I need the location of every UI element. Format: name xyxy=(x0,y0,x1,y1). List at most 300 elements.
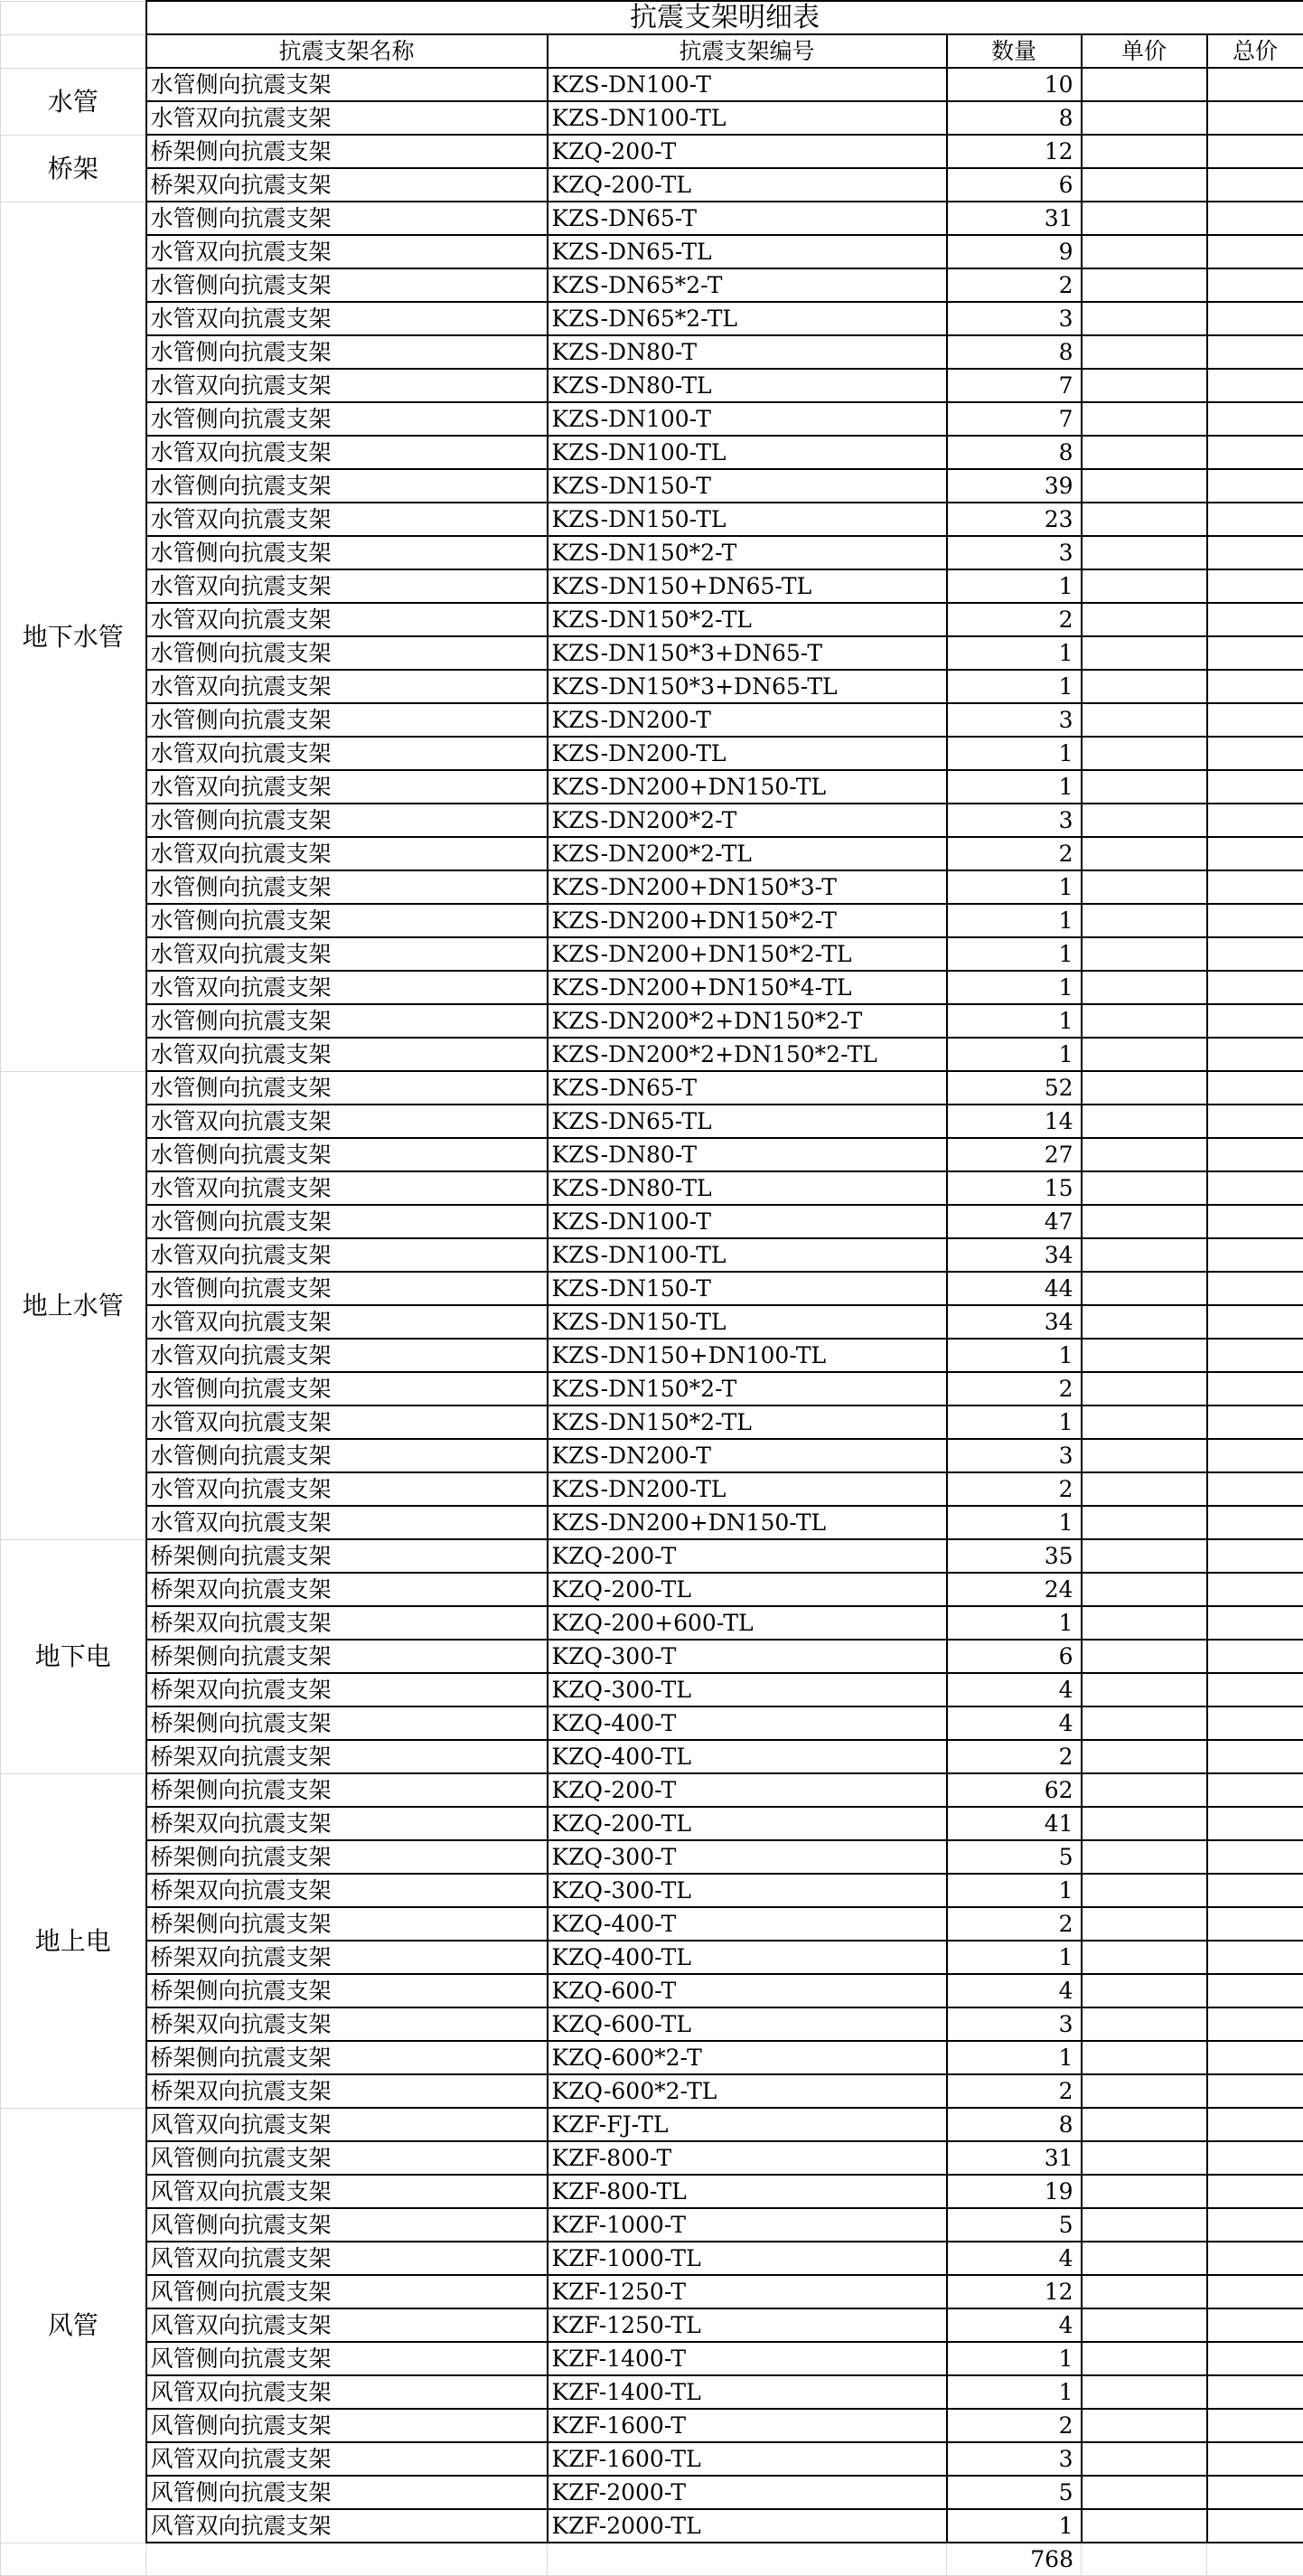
total-price-cell[interactable] xyxy=(1207,1874,1303,1907)
item-code-cell[interactable]: KZF-2000-TL xyxy=(548,2509,947,2543)
total-price-cell[interactable] xyxy=(1207,2275,1303,2308)
item-name-cell[interactable]: 水管双向抗震支架 xyxy=(146,837,548,870)
total-price-cell[interactable] xyxy=(1207,904,1303,937)
total-price-cell[interactable] xyxy=(1207,1406,1303,1439)
unit-price-cell[interactable] xyxy=(1082,1874,1207,1907)
item-qty-cell[interactable]: 34 xyxy=(947,1238,1082,1272)
unit-price-cell[interactable] xyxy=(1082,369,1207,402)
item-name-cell[interactable]: 桥架侧向抗震支架 xyxy=(146,135,548,168)
total-price-cell[interactable] xyxy=(1207,1907,1303,1941)
unit-price-cell[interactable] xyxy=(1082,1606,1207,1640)
item-qty-cell[interactable]: 1 xyxy=(947,2509,1082,2543)
unit-price-cell[interactable] xyxy=(1082,469,1207,503)
item-qty-cell[interactable]: 44 xyxy=(947,1272,1082,1305)
item-code-cell[interactable]: KZS-DN100-T xyxy=(548,1205,947,1238)
item-code-cell[interactable]: KZS-DN150*2-T xyxy=(548,536,947,569)
item-code-cell[interactable]: KZF-1400-TL xyxy=(548,2375,947,2409)
total-price-cell[interactable] xyxy=(1207,2375,1303,2409)
unit-price-cell[interactable] xyxy=(1082,703,1207,737)
item-name-cell[interactable]: 水管双向抗震支架 xyxy=(146,770,548,804)
total-price-cell[interactable] xyxy=(1207,1339,1303,1372)
item-name-cell[interactable]: 水管侧向抗震支架 xyxy=(146,536,548,569)
total-price-cell[interactable] xyxy=(1207,1472,1303,1506)
item-qty-cell[interactable]: 3 xyxy=(947,703,1082,737)
item-qty-cell[interactable]: 4 xyxy=(947,1673,1082,1706)
item-name-cell[interactable]: 水管双向抗震支架 xyxy=(146,1339,548,1372)
item-name-cell[interactable]: 水管侧向抗震支架 xyxy=(146,1439,548,1472)
item-name-cell[interactable]: 桥架双向抗震支架 xyxy=(146,1874,548,1907)
item-name-cell[interactable]: 水管双向抗震支架 xyxy=(146,670,548,703)
item-qty-cell[interactable]: 1 xyxy=(947,770,1082,804)
total-price-cell[interactable] xyxy=(1207,1439,1303,1472)
item-qty-cell[interactable]: 1 xyxy=(947,1406,1082,1439)
item-name-cell[interactable]: 水管双向抗震支架 xyxy=(146,1406,548,1439)
total-price-cell[interactable] xyxy=(1207,168,1303,202)
item-code-cell[interactable]: KZS-DN200+DN150-TL xyxy=(548,770,947,804)
item-code-cell[interactable]: KZS-DN200+DN150*3-T xyxy=(548,870,947,904)
group-label[interactable]: 地下水管 xyxy=(1,202,146,1071)
unit-price-cell[interactable] xyxy=(1082,1339,1207,1372)
item-qty-cell[interactable]: 3 xyxy=(947,804,1082,837)
item-name-cell[interactable]: 风管双向抗震支架 xyxy=(146,2509,548,2543)
unit-price-cell[interactable] xyxy=(1082,737,1207,770)
item-qty-cell[interactable]: 2 xyxy=(947,2074,1082,2108)
item-qty-cell[interactable]: 5 xyxy=(947,1840,1082,1874)
unit-price-cell[interactable] xyxy=(1082,2074,1207,2108)
item-code-cell[interactable]: KZQ-300-TL xyxy=(548,1673,947,1706)
item-qty-cell[interactable]: 1 xyxy=(947,870,1082,904)
total-price-cell[interactable] xyxy=(1207,2141,1303,2175)
total-price-cell[interactable] xyxy=(1207,670,1303,703)
unit-price-cell[interactable] xyxy=(1082,670,1207,703)
item-code-cell[interactable]: KZS-DN150*2-TL xyxy=(548,603,947,636)
total-price-cell[interactable] xyxy=(1207,1640,1303,1673)
blank-cell[interactable] xyxy=(1,34,146,68)
item-name-cell[interactable]: 水管侧向抗震支架 xyxy=(146,904,548,937)
item-code-cell[interactable]: KZS-DN65-T xyxy=(548,202,947,235)
item-code-cell[interactable]: KZS-DN200+DN150-TL xyxy=(548,1506,947,1539)
unit-price-cell[interactable] xyxy=(1082,436,1207,469)
item-code-cell[interactable]: KZS-DN100-T xyxy=(548,402,947,436)
item-code-cell[interactable]: KZQ-200-T xyxy=(548,1773,947,1807)
unit-price-cell[interactable] xyxy=(1082,1807,1207,1840)
item-qty-cell[interactable]: 8 xyxy=(947,335,1082,369)
item-qty-cell[interactable]: 1 xyxy=(947,1506,1082,1539)
unit-price-cell[interactable] xyxy=(1082,2275,1207,2308)
total-price-cell[interactable] xyxy=(1207,1372,1303,1406)
total-price-cell[interactable] xyxy=(1207,436,1303,469)
total-qty-cell[interactable]: 768 xyxy=(947,2543,1082,2576)
item-code-cell[interactable]: KZF-1250-T xyxy=(548,2275,947,2308)
total-price-cell[interactable] xyxy=(1207,2476,1303,2509)
unit-price-cell[interactable] xyxy=(1082,2141,1207,2175)
item-name-cell[interactable]: 桥架双向抗震支架 xyxy=(146,1941,548,1974)
blank-cell[interactable] xyxy=(1082,2543,1207,2576)
total-price-cell[interactable] xyxy=(1207,1105,1303,1138)
item-qty-cell[interactable]: 31 xyxy=(947,2141,1082,2175)
item-qty-cell[interactable]: 2 xyxy=(947,603,1082,636)
unit-price-cell[interactable] xyxy=(1082,235,1207,268)
item-code-cell[interactable]: KZQ-400-T xyxy=(548,1706,947,1740)
item-name-cell[interactable]: 水管侧向抗震支架 xyxy=(146,804,548,837)
item-code-cell[interactable]: KZQ-600-TL xyxy=(548,2007,947,2041)
total-price-cell[interactable] xyxy=(1207,870,1303,904)
item-qty-cell[interactable]: 12 xyxy=(947,135,1082,168)
item-qty-cell[interactable]: 15 xyxy=(947,1171,1082,1205)
total-price-cell[interactable] xyxy=(1207,2175,1303,2208)
total-price-cell[interactable] xyxy=(1207,2108,1303,2141)
item-qty-cell[interactable]: 41 xyxy=(947,1807,1082,1840)
item-name-cell[interactable]: 桥架双向抗震支架 xyxy=(146,1807,548,1840)
item-qty-cell[interactable]: 39 xyxy=(947,469,1082,503)
item-qty-cell[interactable]: 2 xyxy=(947,268,1082,302)
total-price-cell[interactable] xyxy=(1207,1506,1303,1539)
item-code-cell[interactable]: KZF-800-TL xyxy=(548,2175,947,2208)
item-name-cell[interactable]: 桥架侧向抗震支架 xyxy=(146,2041,548,2074)
item-code-cell[interactable]: KZS-DN65*2-T xyxy=(548,268,947,302)
item-code-cell[interactable]: KZQ-200-TL xyxy=(548,1807,947,1840)
item-name-cell[interactable]: 水管双向抗震支架 xyxy=(146,1171,548,1205)
unit-price-cell[interactable] xyxy=(1082,2108,1207,2141)
item-qty-cell[interactable]: 8 xyxy=(947,101,1082,135)
unit-price-cell[interactable] xyxy=(1082,68,1207,101)
item-name-cell[interactable]: 风管侧向抗震支架 xyxy=(146,2409,548,2442)
unit-price-cell[interactable] xyxy=(1082,1907,1207,1941)
group-label[interactable]: 桥架 xyxy=(1,135,146,202)
header-total-price[interactable]: 总价 xyxy=(1207,34,1303,68)
item-qty-cell[interactable]: 2 xyxy=(947,837,1082,870)
item-code-cell[interactable]: KZS-DN65-T xyxy=(548,1071,947,1105)
item-code-cell[interactable]: KZS-DN150-TL xyxy=(548,503,947,536)
unit-price-cell[interactable] xyxy=(1082,1171,1207,1205)
total-price-cell[interactable] xyxy=(1207,2208,1303,2242)
unit-price-cell[interactable] xyxy=(1082,302,1207,335)
total-price-cell[interactable] xyxy=(1207,1706,1303,1740)
unit-price-cell[interactable] xyxy=(1082,870,1207,904)
item-qty-cell[interactable]: 1 xyxy=(947,1606,1082,1640)
item-qty-cell[interactable]: 52 xyxy=(947,1071,1082,1105)
unit-price-cell[interactable] xyxy=(1082,1372,1207,1406)
item-code-cell[interactable]: KZS-DN65-TL xyxy=(548,235,947,268)
item-name-cell[interactable]: 风管双向抗震支架 xyxy=(146,2442,548,2476)
item-qty-cell[interactable]: 4 xyxy=(947,2242,1082,2275)
item-code-cell[interactable]: KZS-DN200-T xyxy=(548,703,947,737)
item-code-cell[interactable]: KZS-DN200-T xyxy=(548,1439,947,1472)
item-qty-cell[interactable]: 2 xyxy=(947,1907,1082,1941)
item-qty-cell[interactable]: 3 xyxy=(947,536,1082,569)
item-code-cell[interactable]: KZQ-200-T xyxy=(548,135,947,168)
item-qty-cell[interactable]: 24 xyxy=(947,1573,1082,1606)
total-price-cell[interactable] xyxy=(1207,402,1303,436)
item-name-cell[interactable]: 水管双向抗震支架 xyxy=(146,937,548,971)
header-code[interactable]: 抗震支架编号 xyxy=(548,34,947,68)
item-name-cell[interactable]: 水管双向抗震支架 xyxy=(146,569,548,603)
total-price-cell[interactable] xyxy=(1207,1941,1303,1974)
item-code-cell[interactable]: KZF-1000-TL xyxy=(548,2242,947,2275)
item-name-cell[interactable]: 水管双向抗震支架 xyxy=(146,235,548,268)
unit-price-cell[interactable] xyxy=(1082,569,1207,603)
total-price-cell[interactable] xyxy=(1207,1606,1303,1640)
item-name-cell[interactable]: 水管侧向抗震支架 xyxy=(146,1138,548,1171)
item-qty-cell[interactable]: 1 xyxy=(947,569,1082,603)
item-name-cell[interactable]: 水管双向抗震支架 xyxy=(146,369,548,402)
unit-price-cell[interactable] xyxy=(1082,636,1207,670)
unit-price-cell[interactable] xyxy=(1082,1773,1207,1807)
item-qty-cell[interactable]: 6 xyxy=(947,168,1082,202)
item-code-cell[interactable]: KZF-FJ-TL xyxy=(548,2108,947,2141)
unit-price-cell[interactable] xyxy=(1082,971,1207,1004)
unit-price-cell[interactable] xyxy=(1082,1706,1207,1740)
item-name-cell[interactable]: 桥架侧向抗震支架 xyxy=(146,1539,548,1573)
item-code-cell[interactable]: KZQ-300-TL xyxy=(548,1874,947,1907)
unit-price-cell[interactable] xyxy=(1082,937,1207,971)
item-qty-cell[interactable]: 3 xyxy=(947,2442,1082,2476)
header-unit-price[interactable]: 单价 xyxy=(1082,34,1207,68)
item-code-cell[interactable]: KZS-DN200+DN150*4-TL xyxy=(548,971,947,1004)
total-price-cell[interactable] xyxy=(1207,1673,1303,1706)
unit-price-cell[interactable] xyxy=(1082,1439,1207,1472)
unit-price-cell[interactable] xyxy=(1082,2175,1207,2208)
item-qty-cell[interactable]: 8 xyxy=(947,2108,1082,2141)
item-code-cell[interactable]: KZS-DN150*2-TL xyxy=(548,1406,947,1439)
unit-price-cell[interactable] xyxy=(1082,2442,1207,2476)
item-code-cell[interactable]: KZF-1400-T xyxy=(548,2342,947,2375)
unit-price-cell[interactable] xyxy=(1082,1105,1207,1138)
item-qty-cell[interactable]: 27 xyxy=(947,1138,1082,1171)
total-price-cell[interactable] xyxy=(1207,1740,1303,1773)
item-name-cell[interactable]: 水管侧向抗震支架 xyxy=(146,1205,548,1238)
unit-price-cell[interactable] xyxy=(1082,1071,1207,1105)
item-name-cell[interactable]: 桥架侧向抗震支架 xyxy=(146,1907,548,1941)
item-name-cell[interactable]: 风管侧向抗震支架 xyxy=(146,2476,548,2509)
item-qty-cell[interactable]: 5 xyxy=(947,2208,1082,2242)
item-code-cell[interactable]: KZS-DN150-TL xyxy=(548,1305,947,1339)
item-code-cell[interactable]: KZQ-400-TL xyxy=(548,1941,947,1974)
total-price-cell[interactable] xyxy=(1207,1539,1303,1573)
item-name-cell[interactable]: 桥架侧向抗震支架 xyxy=(146,1773,548,1807)
total-price-cell[interactable] xyxy=(1207,302,1303,335)
item-code-cell[interactable]: KZS-DN100-TL xyxy=(548,1238,947,1272)
item-name-cell[interactable]: 水管侧向抗震支架 xyxy=(146,1272,548,1305)
total-price-cell[interactable] xyxy=(1207,1807,1303,1840)
total-price-cell[interactable] xyxy=(1207,2509,1303,2543)
item-code-cell[interactable]: KZS-DN150+DN100-TL xyxy=(548,1339,947,1372)
unit-price-cell[interactable] xyxy=(1082,2242,1207,2275)
total-price-cell[interactable] xyxy=(1207,971,1303,1004)
item-name-cell[interactable]: 桥架双向抗震支架 xyxy=(146,2074,548,2108)
total-price-cell[interactable] xyxy=(1207,2409,1303,2442)
unit-price-cell[interactable] xyxy=(1082,1238,1207,1272)
unit-price-cell[interactable] xyxy=(1082,1573,1207,1606)
item-name-cell[interactable]: 风管侧向抗震支架 xyxy=(146,2342,548,2375)
item-qty-cell[interactable]: 7 xyxy=(947,402,1082,436)
total-price-cell[interactable] xyxy=(1207,603,1303,636)
total-price-cell[interactable] xyxy=(1207,135,1303,168)
total-price-cell[interactable] xyxy=(1207,1138,1303,1171)
total-price-cell[interactable] xyxy=(1207,1038,1303,1071)
unit-price-cell[interactable] xyxy=(1082,837,1207,870)
item-qty-cell[interactable]: 62 xyxy=(947,1773,1082,1807)
item-code-cell[interactable]: KZS-DN100-T xyxy=(548,68,947,101)
item-code-cell[interactable]: KZQ-300-T xyxy=(548,1640,947,1673)
header-name[interactable]: 抗震支架名称 xyxy=(146,34,548,68)
item-name-cell[interactable]: 桥架双向抗震支架 xyxy=(146,1673,548,1706)
total-price-cell[interactable] xyxy=(1207,770,1303,804)
unit-price-cell[interactable] xyxy=(1082,1506,1207,1539)
total-price-cell[interactable] xyxy=(1207,1573,1303,1606)
unit-price-cell[interactable] xyxy=(1082,1272,1207,1305)
group-label[interactable]: 地上水管 xyxy=(1,1071,146,1539)
unit-price-cell[interactable] xyxy=(1082,1138,1207,1171)
item-code-cell[interactable]: KZQ-200-TL xyxy=(548,1573,947,1606)
item-qty-cell[interactable]: 1 xyxy=(947,971,1082,1004)
total-price-cell[interactable] xyxy=(1207,68,1303,101)
total-price-cell[interactable] xyxy=(1207,1238,1303,1272)
total-price-cell[interactable] xyxy=(1207,703,1303,737)
item-name-cell[interactable]: 水管侧向抗震支架 xyxy=(146,335,548,369)
item-code-cell[interactable]: KZQ-400-TL xyxy=(548,1740,947,1773)
item-code-cell[interactable]: KZS-DN200*2-TL xyxy=(548,837,947,870)
group-label[interactable]: 地上电 xyxy=(1,1773,146,2108)
item-code-cell[interactable]: KZS-DN200*2-T xyxy=(548,804,947,837)
item-qty-cell[interactable]: 14 xyxy=(947,1105,1082,1138)
total-price-cell[interactable] xyxy=(1207,2342,1303,2375)
item-name-cell[interactable]: 水管侧向抗震支架 xyxy=(146,1071,548,1105)
item-name-cell[interactable]: 水管侧向抗震支架 xyxy=(146,68,548,101)
item-code-cell[interactable]: KZQ-400-T xyxy=(548,1907,947,1941)
item-qty-cell[interactable]: 1 xyxy=(947,1339,1082,1372)
item-name-cell[interactable]: 水管侧向抗震支架 xyxy=(146,469,548,503)
item-name-cell[interactable]: 水管双向抗震支架 xyxy=(146,1105,548,1138)
total-price-cell[interactable] xyxy=(1207,937,1303,971)
item-qty-cell[interactable]: 4 xyxy=(947,1706,1082,1740)
item-name-cell[interactable]: 风管双向抗震支架 xyxy=(146,2175,548,2208)
unit-price-cell[interactable] xyxy=(1082,503,1207,536)
unit-price-cell[interactable] xyxy=(1082,804,1207,837)
item-name-cell[interactable]: 风管侧向抗震支架 xyxy=(146,2208,548,2242)
item-name-cell[interactable]: 水管侧向抗震支架 xyxy=(146,1372,548,1406)
total-price-cell[interactable] xyxy=(1207,469,1303,503)
item-name-cell[interactable]: 风管双向抗震支架 xyxy=(146,2308,548,2342)
unit-price-cell[interactable] xyxy=(1082,1740,1207,1773)
item-code-cell[interactable]: KZQ-600-T xyxy=(548,1974,947,2007)
unit-price-cell[interactable] xyxy=(1082,2509,1207,2543)
total-price-cell[interactable] xyxy=(1207,804,1303,837)
group-label[interactable]: 水管 xyxy=(1,68,146,135)
item-name-cell[interactable]: 风管双向抗震支架 xyxy=(146,2242,548,2275)
item-qty-cell[interactable]: 2 xyxy=(947,1372,1082,1406)
total-price-cell[interactable] xyxy=(1207,2308,1303,2342)
total-price-cell[interactable] xyxy=(1207,2442,1303,2476)
item-name-cell[interactable]: 桥架双向抗震支架 xyxy=(146,1573,548,1606)
table-title[interactable]: 抗震支架明细表 xyxy=(146,1,1303,34)
item-code-cell[interactable]: KZS-DN100-TL xyxy=(548,436,947,469)
header-qty[interactable]: 数量 xyxy=(947,34,1082,68)
total-price-cell[interactable] xyxy=(1207,569,1303,603)
item-qty-cell[interactable]: 1 xyxy=(947,1038,1082,1071)
item-code-cell[interactable]: KZF-1600-T xyxy=(548,2409,947,2442)
unit-price-cell[interactable] xyxy=(1082,135,1207,168)
item-qty-cell[interactable]: 10 xyxy=(947,68,1082,101)
item-code-cell[interactable]: KZF-1600-TL xyxy=(548,2442,947,2476)
item-qty-cell[interactable]: 47 xyxy=(947,1205,1082,1238)
unit-price-cell[interactable] xyxy=(1082,1406,1207,1439)
total-price-cell[interactable] xyxy=(1207,1773,1303,1807)
unit-price-cell[interactable] xyxy=(1082,1539,1207,1573)
group-label[interactable]: 风管 xyxy=(1,2108,146,2543)
item-name-cell[interactable]: 水管侧向抗震支架 xyxy=(146,870,548,904)
item-name-cell[interactable]: 桥架双向抗震支架 xyxy=(146,1606,548,1640)
item-code-cell[interactable]: KZS-DN150*3+DN65-TL xyxy=(548,670,947,703)
unit-price-cell[interactable] xyxy=(1082,536,1207,569)
item-code-cell[interactable]: KZS-DN80-TL xyxy=(548,369,947,402)
item-code-cell[interactable]: KZQ-200-T xyxy=(548,1539,947,1573)
unit-price-cell[interactable] xyxy=(1082,2208,1207,2242)
unit-price-cell[interactable] xyxy=(1082,2375,1207,2409)
item-qty-cell[interactable]: 5 xyxy=(947,2476,1082,2509)
unit-price-cell[interactable] xyxy=(1082,2476,1207,2509)
unit-price-cell[interactable] xyxy=(1082,1004,1207,1038)
unit-price-cell[interactable] xyxy=(1082,101,1207,135)
blank-cell[interactable] xyxy=(1207,2543,1303,2576)
item-qty-cell[interactable]: 1 xyxy=(947,2375,1082,2409)
unit-price-cell[interactable] xyxy=(1082,2308,1207,2342)
item-code-cell[interactable]: KZF-800-T xyxy=(548,2141,947,2175)
item-code-cell[interactable]: KZS-DN150+DN65-TL xyxy=(548,569,947,603)
item-code-cell[interactable]: KZS-DN100-TL xyxy=(548,101,947,135)
item-qty-cell[interactable]: 3 xyxy=(947,1439,1082,1472)
item-qty-cell[interactable]: 1 xyxy=(947,2342,1082,2375)
item-qty-cell[interactable]: 12 xyxy=(947,2275,1082,2308)
blank-cell[interactable] xyxy=(1,1,146,34)
unit-price-cell[interactable] xyxy=(1082,402,1207,436)
item-name-cell[interactable]: 桥架侧向抗震支架 xyxy=(146,1706,548,1740)
item-name-cell[interactable]: 水管侧向抗震支架 xyxy=(146,268,548,302)
unit-price-cell[interactable] xyxy=(1082,1974,1207,2007)
item-code-cell[interactable]: KZS-DN80-T xyxy=(548,335,947,369)
item-qty-cell[interactable]: 1 xyxy=(947,1941,1082,1974)
item-name-cell[interactable]: 桥架双向抗震支架 xyxy=(146,2007,548,2041)
unit-price-cell[interactable] xyxy=(1082,1640,1207,1673)
total-price-cell[interactable] xyxy=(1207,369,1303,402)
item-qty-cell[interactable]: 1 xyxy=(947,737,1082,770)
item-name-cell[interactable]: 桥架侧向抗震支架 xyxy=(146,1974,548,2007)
item-qty-cell[interactable]: 1 xyxy=(947,1004,1082,1038)
item-qty-cell[interactable]: 1 xyxy=(947,636,1082,670)
total-price-cell[interactable] xyxy=(1207,1305,1303,1339)
unit-price-cell[interactable] xyxy=(1082,1673,1207,1706)
item-name-cell[interactable]: 水管双向抗震支架 xyxy=(146,101,548,135)
item-name-cell[interactable]: 桥架双向抗震支架 xyxy=(146,168,548,202)
item-code-cell[interactable]: KZQ-200-TL xyxy=(548,168,947,202)
total-price-cell[interactable] xyxy=(1207,2007,1303,2041)
blank-cell[interactable] xyxy=(1,2543,146,2576)
item-code-cell[interactable]: KZS-DN150*3+DN65-T xyxy=(548,636,947,670)
item-qty-cell[interactable]: 1 xyxy=(947,904,1082,937)
item-code-cell[interactable]: KZS-DN150-T xyxy=(548,1272,947,1305)
item-code-cell[interactable]: KZS-DN200+DN150*2-T xyxy=(548,904,947,937)
item-qty-cell[interactable]: 2 xyxy=(947,1472,1082,1506)
item-name-cell[interactable]: 风管双向抗震支架 xyxy=(146,2375,548,2409)
item-name-cell[interactable]: 桥架双向抗震支架 xyxy=(146,1740,548,1773)
item-code-cell[interactable]: KZF-2000-T xyxy=(548,2476,947,2509)
blank-cell[interactable] xyxy=(146,2543,548,2576)
item-qty-cell[interactable]: 3 xyxy=(947,2007,1082,2041)
item-code-cell[interactable]: KZS-DN200+DN150*2-TL xyxy=(548,937,947,971)
item-code-cell[interactable]: KZF-1000-T xyxy=(548,2208,947,2242)
item-code-cell[interactable]: KZS-DN150*2-T xyxy=(548,1372,947,1406)
item-code-cell[interactable]: KZS-DN200*2+DN150*2-T xyxy=(548,1004,947,1038)
